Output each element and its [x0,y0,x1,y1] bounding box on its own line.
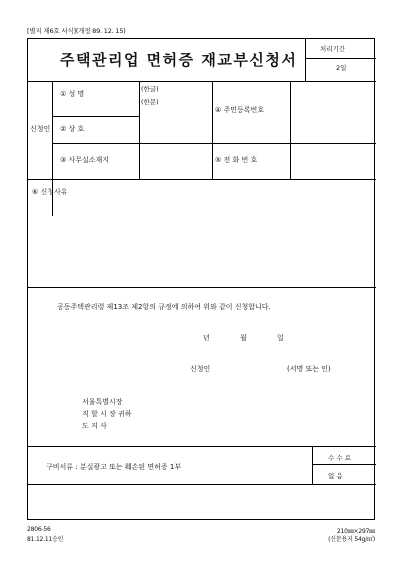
applicant-col1 [139,81,140,179]
footer-paper-type: (신문용지 54g/㎡) [328,536,375,543]
recipient-line2: 직 할 시 장 귀하 [82,410,132,418]
fee-box-mid [312,464,376,465]
attachments-bottom [28,484,376,485]
phone-label: ⑤ 전 화 번 호 [215,156,258,164]
applicant-row1-divider [52,116,139,117]
processing-box-mid [305,58,376,59]
applicant-bottom [28,179,376,180]
date-day: 일 [277,334,284,342]
signature-note: (서명 또는 인) [287,365,331,373]
name-korean-field[interactable]: (한글) [141,85,159,93]
applicant-col2 [212,81,213,179]
footer-approval: 81.12.11승인 [27,536,64,543]
form-frame [27,38,375,520]
declaration-bottom [28,446,376,447]
date-month: 월 [240,334,247,342]
processing-box-left [305,39,306,81]
form-title: 주택관리업 면허증 재교부신청서 [60,51,298,69]
name-label: ① 성 명 [60,90,85,98]
office-address-label: ③ 사무실소재지 [60,156,110,164]
title-row-divider [28,81,305,82]
signer-label: 신청인 [190,365,211,373]
applicant-section-label: 신청인 [30,125,51,133]
reason-label: ⑥ 신청사유 [32,188,68,196]
name-hanja-field[interactable]: (한문) [141,98,159,106]
declaration-text: 공동주택관리령 제13조 제2항의 규정에 의하여 위와 같이 신청합니다. [57,303,271,311]
processing-label: 처리기간 [320,45,346,53]
footer-code: 2806-56 [27,526,51,533]
trade-name-label: ② 상 호 [60,125,85,133]
applicant-top-right [305,81,376,82]
applicant-row2-divider [52,143,376,144]
recipient-line3: 도 지 사 [82,422,107,430]
fee-label: 수 수 료 [328,454,351,462]
id-number-label: ④ 주민등록번호 [215,106,265,114]
attachments-text: 구비서류 : 분실광고 또는 훼손된 면허증 1부 [46,463,182,471]
fee-box-left [312,446,313,484]
applicant-col3 [290,81,291,179]
recipient-line1: 서울특별시장 [82,398,123,406]
reason-bottom [28,287,376,288]
date-year: 년 [203,334,210,342]
processing-value: 2일 [336,64,347,72]
form-number: [별지 제6호 서식](개정 89. 12. 15) [27,27,126,35]
footer-paper-size: 210㎜×297㎜ [336,528,375,535]
fee-value: 없 음 [328,472,343,480]
